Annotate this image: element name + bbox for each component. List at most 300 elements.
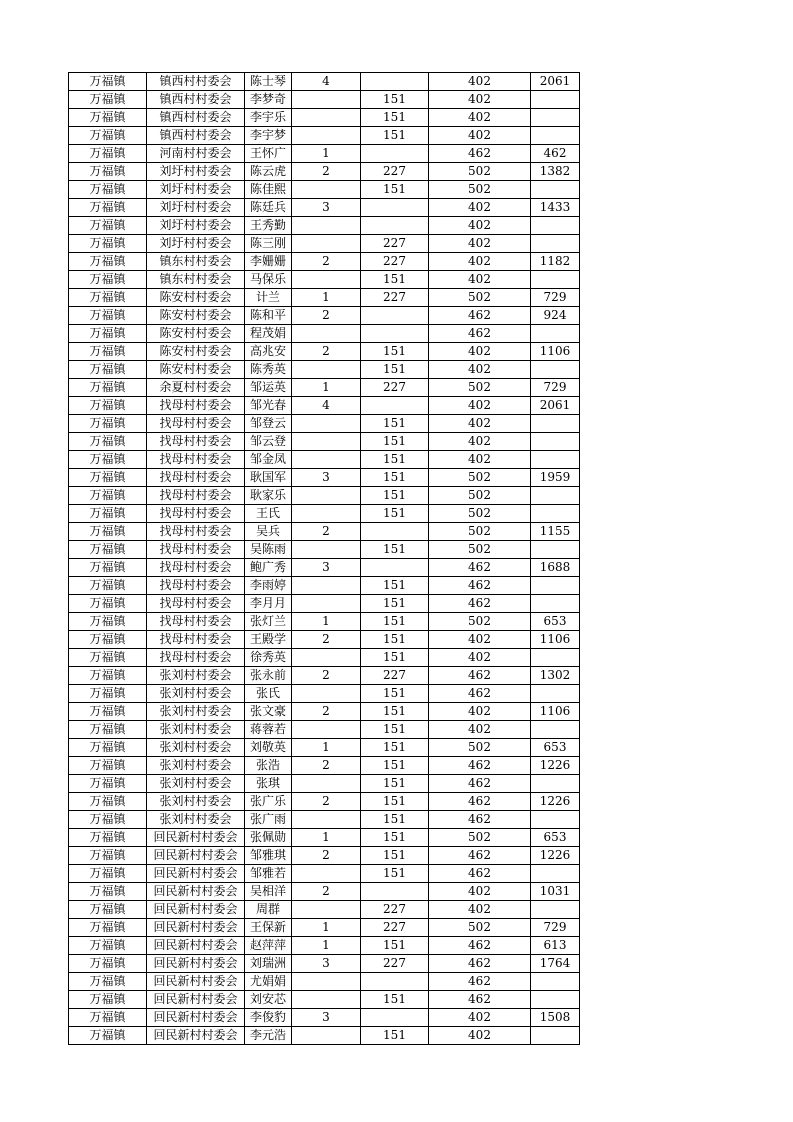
town-cell: 万福镇	[69, 703, 147, 721]
person-name-cell: 陈秀英	[245, 361, 292, 379]
subsidy-a-cell: 227	[361, 919, 429, 937]
person-name-cell: 程茂娟	[245, 325, 292, 343]
subsidy-a-cell: 151	[361, 721, 429, 739]
town-cell: 万福镇	[69, 451, 147, 469]
village-committee-cell: 找母村村委会	[147, 469, 245, 487]
member-count-cell	[292, 325, 361, 343]
person-name-cell: 徐秀英	[245, 649, 292, 667]
village-committee-cell: 刘圩村村委会	[147, 217, 245, 235]
total-cell: 1688	[531, 559, 580, 577]
subsidy-a-cell: 151	[361, 469, 429, 487]
subsidy-a-cell: 151	[361, 127, 429, 145]
subsidy-a-cell	[361, 217, 429, 235]
village-committee-cell: 镇西村村委会	[147, 109, 245, 127]
town-cell: 万福镇	[69, 613, 147, 631]
subsidy-b-cell: 402	[429, 901, 531, 919]
town-cell: 万福镇	[69, 361, 147, 379]
table-row	[69, 613, 580, 631]
subsidy-a-cell: 227	[361, 289, 429, 307]
total-cell	[531, 577, 580, 595]
table-row	[69, 685, 580, 703]
person-name-cell: 张灯兰	[245, 613, 292, 631]
member-count-cell: 2	[292, 847, 361, 865]
town-cell: 万福镇	[69, 937, 147, 955]
table-row	[69, 739, 580, 757]
member-count-cell: 2	[292, 163, 361, 181]
town-cell: 万福镇	[69, 685, 147, 703]
total-cell	[531, 1027, 580, 1045]
subsidy-b-cell: 402	[429, 451, 531, 469]
person-name-cell: 赵萍萍	[245, 937, 292, 955]
subsidy-b-cell: 462	[429, 307, 531, 325]
total-cell	[531, 901, 580, 919]
member-count-cell	[292, 541, 361, 559]
table-row	[69, 361, 580, 379]
subsidy-b-cell: 402	[429, 235, 531, 253]
town-cell: 万福镇	[69, 757, 147, 775]
town-cell: 万福镇	[69, 955, 147, 973]
person-name-cell: 王殿学	[245, 631, 292, 649]
subsidy-a-cell	[361, 397, 429, 415]
subsidy-b-cell: 402	[429, 433, 531, 451]
member-count-cell	[292, 361, 361, 379]
table-row	[69, 541, 580, 559]
table-row	[69, 253, 580, 271]
member-count-cell	[292, 433, 361, 451]
total-cell: 729	[531, 379, 580, 397]
total-cell: 1106	[531, 631, 580, 649]
town-cell: 万福镇	[69, 919, 147, 937]
total-cell	[531, 973, 580, 991]
town-cell: 万福镇	[69, 541, 147, 559]
table-row	[69, 235, 580, 253]
town-cell: 万福镇	[69, 901, 147, 919]
table-row	[69, 415, 580, 433]
subsidy-a-cell	[361, 1009, 429, 1027]
member-count-cell: 1	[292, 919, 361, 937]
person-name-cell: 张氏	[245, 685, 292, 703]
member-count-cell	[292, 109, 361, 127]
person-name-cell: 张佩勋	[245, 829, 292, 847]
total-cell	[531, 361, 580, 379]
member-count-cell	[292, 811, 361, 829]
town-cell: 万福镇	[69, 793, 147, 811]
subsidy-b-cell: 402	[429, 271, 531, 289]
subsidy-a-cell: 151	[361, 109, 429, 127]
total-cell: 1226	[531, 757, 580, 775]
village-committee-cell: 镇东村村委会	[147, 271, 245, 289]
town-cell: 万福镇	[69, 307, 147, 325]
village-committee-cell: 找母村村委会	[147, 523, 245, 541]
town-cell: 万福镇	[69, 1009, 147, 1027]
town-cell: 万福镇	[69, 559, 147, 577]
subsidy-b-cell: 462	[429, 145, 531, 163]
member-count-cell: 3	[292, 955, 361, 973]
table-row	[69, 829, 580, 847]
town-cell: 万福镇	[69, 253, 147, 271]
total-cell: 653	[531, 613, 580, 631]
subsidy-b-cell: 462	[429, 811, 531, 829]
table-row	[69, 451, 580, 469]
member-count-cell: 1	[292, 613, 361, 631]
subsidy-a-cell: 151	[361, 685, 429, 703]
subsidy-a-cell: 151	[361, 937, 429, 955]
subsidy-a-cell: 151	[361, 775, 429, 793]
town-cell: 万福镇	[69, 433, 147, 451]
person-name-cell: 李元浩	[245, 1027, 292, 1045]
village-committee-cell: 找母村村委会	[147, 541, 245, 559]
person-name-cell: 陈三刚	[245, 235, 292, 253]
village-committee-cell: 镇西村村委会	[147, 73, 245, 91]
person-name-cell: 邹雅琪	[245, 847, 292, 865]
subsidy-a-cell: 151	[361, 829, 429, 847]
village-committee-cell: 回民新村村委会	[147, 937, 245, 955]
person-name-cell: 计兰	[245, 289, 292, 307]
village-committee-cell: 张刘村村委会	[147, 739, 245, 757]
total-cell: 653	[531, 829, 580, 847]
total-cell	[531, 271, 580, 289]
village-committee-cell: 回民新村村委会	[147, 1009, 245, 1027]
village-committee-cell: 找母村村委会	[147, 577, 245, 595]
subsidy-b-cell: 402	[429, 91, 531, 109]
member-count-cell: 4	[292, 397, 361, 415]
table-row	[69, 199, 580, 217]
table-row	[69, 397, 580, 415]
table-row	[69, 307, 580, 325]
table-row	[69, 469, 580, 487]
total-cell	[531, 685, 580, 703]
subsidy-b-cell: 462	[429, 973, 531, 991]
person-name-cell: 张浩	[245, 757, 292, 775]
member-count-cell: 1	[292, 289, 361, 307]
member-count-cell	[292, 217, 361, 235]
village-committee-cell: 找母村村委会	[147, 559, 245, 577]
town-cell: 万福镇	[69, 127, 147, 145]
subsidy-b-cell: 462	[429, 667, 531, 685]
subsidy-a-cell	[361, 559, 429, 577]
table-row	[69, 91, 580, 109]
subsidy-a-cell: 151	[361, 703, 429, 721]
table-row	[69, 973, 580, 991]
town-cell: 万福镇	[69, 523, 147, 541]
person-name-cell: 鲍广秀	[245, 559, 292, 577]
total-cell: 924	[531, 307, 580, 325]
village-committee-cell: 余夏村村委会	[147, 379, 245, 397]
person-name-cell: 吴陈雨	[245, 541, 292, 559]
person-name-cell: 李月月	[245, 595, 292, 613]
member-count-cell	[292, 181, 361, 199]
village-committee-cell: 张刘村村委会	[147, 757, 245, 775]
village-committee-cell: 找母村村委会	[147, 613, 245, 631]
town-cell: 万福镇	[69, 631, 147, 649]
total-cell: 1106	[531, 343, 580, 361]
table-row	[69, 523, 580, 541]
subsidy-a-cell: 227	[361, 253, 429, 271]
subsidy-b-cell: 502	[429, 505, 531, 523]
subsidy-b-cell: 402	[429, 721, 531, 739]
table-row	[69, 595, 580, 613]
table-row	[69, 793, 580, 811]
village-committee-cell: 陈安村村委会	[147, 343, 245, 361]
member-count-cell	[292, 127, 361, 145]
subsidy-a-cell	[361, 973, 429, 991]
subsidy-b-cell: 402	[429, 883, 531, 901]
village-committee-cell: 刘圩村村委会	[147, 199, 245, 217]
person-name-cell: 王保新	[245, 919, 292, 937]
town-cell: 万福镇	[69, 649, 147, 667]
subsidy-a-cell: 227	[361, 379, 429, 397]
town-cell: 万福镇	[69, 883, 147, 901]
subsidy-b-cell: 402	[429, 253, 531, 271]
member-count-cell: 1	[292, 379, 361, 397]
person-name-cell: 耿家乐	[245, 487, 292, 505]
subsidy-b-cell: 462	[429, 577, 531, 595]
village-committee-cell: 找母村村委会	[147, 487, 245, 505]
member-count-cell	[292, 595, 361, 613]
subsidy-b-cell: 462	[429, 937, 531, 955]
village-committee-cell: 回民新村村委会	[147, 919, 245, 937]
town-cell: 万福镇	[69, 865, 147, 883]
table-row	[69, 1009, 580, 1027]
subsidy-a-cell	[361, 145, 429, 163]
subsidy-b-cell: 462	[429, 685, 531, 703]
subsidy-b-cell: 402	[429, 73, 531, 91]
table-row	[69, 433, 580, 451]
village-committee-cell: 刘圩村村委会	[147, 181, 245, 199]
village-committee-cell: 张刘村村委会	[147, 703, 245, 721]
village-committee-cell: 刘圩村村委会	[147, 163, 245, 181]
total-cell: 1764	[531, 955, 580, 973]
member-count-cell: 4	[292, 73, 361, 91]
person-name-cell: 李梦奇	[245, 91, 292, 109]
person-name-cell: 刘安芯	[245, 991, 292, 1009]
town-cell: 万福镇	[69, 739, 147, 757]
town-cell: 万福镇	[69, 217, 147, 235]
person-name-cell: 吴相洋	[245, 883, 292, 901]
person-name-cell: 邹登云	[245, 415, 292, 433]
member-count-cell	[292, 91, 361, 109]
town-cell: 万福镇	[69, 145, 147, 163]
subsidy-b-cell: 402	[429, 217, 531, 235]
total-cell: 1302	[531, 667, 580, 685]
subsidy-a-cell: 151	[361, 487, 429, 505]
town-cell: 万福镇	[69, 271, 147, 289]
village-committee-cell: 陈安村村委会	[147, 289, 245, 307]
member-count-cell	[292, 415, 361, 433]
total-cell: 2061	[531, 73, 580, 91]
total-cell	[531, 433, 580, 451]
person-name-cell: 蒋蓉若	[245, 721, 292, 739]
subsidy-b-cell: 402	[429, 199, 531, 217]
person-name-cell: 张广乐	[245, 793, 292, 811]
table-row	[69, 379, 580, 397]
total-cell: 1226	[531, 793, 580, 811]
subsidy-a-cell: 151	[361, 757, 429, 775]
subsidy-b-cell: 462	[429, 559, 531, 577]
subsidy-a-cell: 151	[361, 505, 429, 523]
person-name-cell: 马保乐	[245, 271, 292, 289]
table-row	[69, 667, 580, 685]
member-count-cell	[292, 271, 361, 289]
total-cell	[531, 235, 580, 253]
total-cell: 2061	[531, 397, 580, 415]
table-row	[69, 487, 580, 505]
town-cell: 万福镇	[69, 325, 147, 343]
village-committee-cell: 找母村村委会	[147, 397, 245, 415]
table-row	[69, 127, 580, 145]
person-name-cell: 李雨婷	[245, 577, 292, 595]
person-name-cell: 李宇乐	[245, 109, 292, 127]
subsidy-a-cell: 227	[361, 235, 429, 253]
table-row	[69, 811, 580, 829]
subsidy-a-cell: 151	[361, 631, 429, 649]
total-cell: 1226	[531, 847, 580, 865]
member-count-cell: 2	[292, 307, 361, 325]
total-cell	[531, 649, 580, 667]
person-name-cell: 刘瑞洲	[245, 955, 292, 973]
total-cell	[531, 109, 580, 127]
member-count-cell	[292, 685, 361, 703]
person-name-cell: 邹金凤	[245, 451, 292, 469]
subsidy-b-cell: 502	[429, 541, 531, 559]
member-count-cell	[292, 775, 361, 793]
table-row	[69, 217, 580, 235]
total-cell	[531, 775, 580, 793]
town-cell: 万福镇	[69, 91, 147, 109]
subsidy-a-cell	[361, 325, 429, 343]
town-cell: 万福镇	[69, 721, 147, 739]
member-count-cell	[292, 721, 361, 739]
total-cell: 1959	[531, 469, 580, 487]
table-row	[69, 73, 580, 91]
person-name-cell: 王秀勤	[245, 217, 292, 235]
subsidy-b-cell: 462	[429, 775, 531, 793]
village-committee-cell: 张刘村村委会	[147, 667, 245, 685]
total-cell	[531, 415, 580, 433]
member-count-cell	[292, 865, 361, 883]
subsidy-b-cell: 402	[429, 343, 531, 361]
total-cell: 1155	[531, 523, 580, 541]
total-cell	[531, 721, 580, 739]
town-cell: 万福镇	[69, 109, 147, 127]
total-cell: 1031	[531, 883, 580, 901]
subsidy-a-cell: 227	[361, 667, 429, 685]
subsidy-a-cell	[361, 883, 429, 901]
town-cell: 万福镇	[69, 775, 147, 793]
subsidy-b-cell: 462	[429, 991, 531, 1009]
village-committee-cell: 张刘村村委会	[147, 721, 245, 739]
member-count-cell	[292, 901, 361, 919]
village-committee-cell: 回民新村村委会	[147, 901, 245, 919]
table-row	[69, 865, 580, 883]
table-body	[69, 73, 580, 1045]
town-cell: 万福镇	[69, 415, 147, 433]
member-count-cell: 2	[292, 667, 361, 685]
town-cell: 万福镇	[69, 235, 147, 253]
town-cell: 万福镇	[69, 73, 147, 91]
subsidy-b-cell: 402	[429, 649, 531, 667]
subsidy-b-cell: 462	[429, 595, 531, 613]
town-cell: 万福镇	[69, 199, 147, 217]
subsidy-b-cell: 502	[429, 469, 531, 487]
village-committee-cell: 镇东村村委会	[147, 253, 245, 271]
village-committee-cell: 张刘村村委会	[147, 685, 245, 703]
member-count-cell: 3	[292, 199, 361, 217]
person-name-cell: 陈和平	[245, 307, 292, 325]
village-committee-cell: 回民新村村委会	[147, 1027, 245, 1045]
table-row	[69, 757, 580, 775]
member-count-cell: 2	[292, 523, 361, 541]
person-name-cell: 张琪	[245, 775, 292, 793]
town-cell: 万福镇	[69, 379, 147, 397]
member-count-cell: 1	[292, 829, 361, 847]
subsidy-a-cell	[361, 307, 429, 325]
subsidy-b-cell: 502	[429, 289, 531, 307]
subsidy-b-cell: 462	[429, 325, 531, 343]
village-committee-cell: 找母村村委会	[147, 451, 245, 469]
total-cell	[531, 325, 580, 343]
table-row	[69, 343, 580, 361]
table-row	[69, 271, 580, 289]
total-cell	[531, 217, 580, 235]
town-cell: 万福镇	[69, 487, 147, 505]
village-committee-cell: 回民新村村委会	[147, 883, 245, 901]
town-cell: 万福镇	[69, 973, 147, 991]
subsidy-a-cell	[361, 73, 429, 91]
member-count-cell: 2	[292, 757, 361, 775]
village-committee-cell: 陈安村村委会	[147, 307, 245, 325]
total-cell: 1106	[531, 703, 580, 721]
person-name-cell: 刘敬英	[245, 739, 292, 757]
member-count-cell	[292, 235, 361, 253]
town-cell: 万福镇	[69, 343, 147, 361]
table-row	[69, 883, 580, 901]
village-committee-cell: 回民新村村委会	[147, 865, 245, 883]
total-cell	[531, 451, 580, 469]
member-count-cell: 3	[292, 469, 361, 487]
member-count-cell: 3	[292, 1009, 361, 1027]
person-name-cell: 邹云登	[245, 433, 292, 451]
village-committee-cell: 找母村村委会	[147, 433, 245, 451]
member-count-cell	[292, 1027, 361, 1045]
town-cell: 万福镇	[69, 397, 147, 415]
subsidy-b-cell: 502	[429, 487, 531, 505]
member-count-cell: 1	[292, 937, 361, 955]
subsidy-a-cell: 151	[361, 847, 429, 865]
member-count-cell	[292, 991, 361, 1009]
subsidy-b-cell: 402	[429, 127, 531, 145]
table-row	[69, 631, 580, 649]
subsidy-a-cell: 227	[361, 955, 429, 973]
table-row	[69, 289, 580, 307]
table-row	[69, 955, 580, 973]
person-name-cell: 张文豪	[245, 703, 292, 721]
member-count-cell	[292, 487, 361, 505]
subsidy-b-cell: 462	[429, 793, 531, 811]
town-cell: 万福镇	[69, 811, 147, 829]
subsidy-b-cell: 462	[429, 757, 531, 775]
member-count-cell	[292, 451, 361, 469]
table-row	[69, 703, 580, 721]
town-cell: 万福镇	[69, 667, 147, 685]
subsidy-b-cell: 402	[429, 703, 531, 721]
village-committee-cell: 陈安村村委会	[147, 361, 245, 379]
total-cell: 1433	[531, 199, 580, 217]
table-row	[69, 163, 580, 181]
table-row	[69, 1027, 580, 1045]
member-count-cell: 2	[292, 883, 361, 901]
table-row	[69, 991, 580, 1009]
